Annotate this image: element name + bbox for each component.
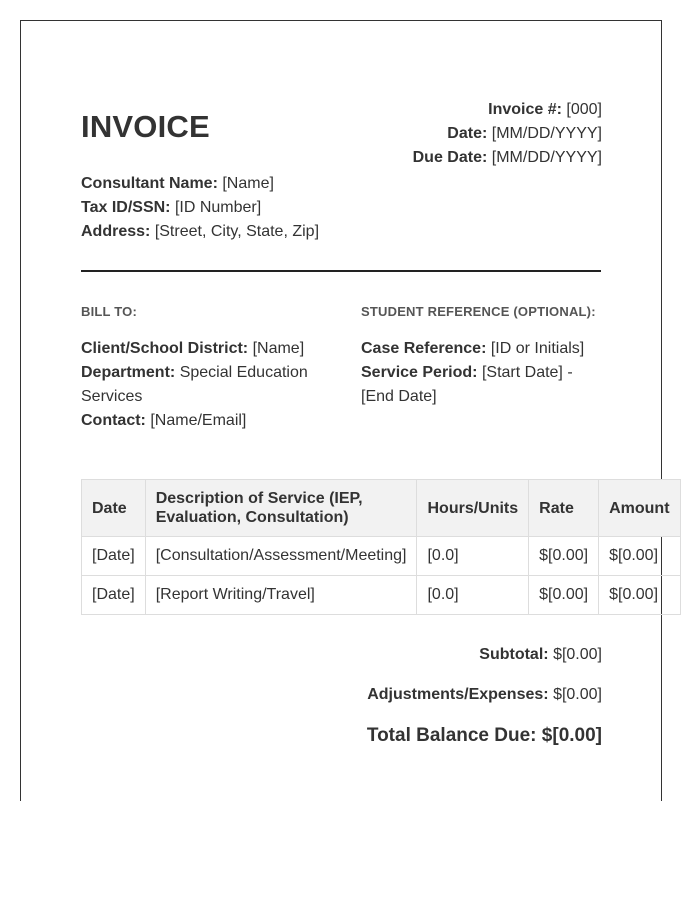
invoice-due-value: [MM/DD/YYYY] [491, 149, 602, 166]
address-line [81, 220, 319, 244]
cell-description: [Report Writing/Travel] [145, 576, 417, 615]
case-reference-label: Case Reference: [361, 340, 487, 357]
tax-id-value: [ID Number] [174, 199, 262, 216]
cell-amount: $[0.00] [599, 576, 680, 615]
consultant-name-line [81, 172, 319, 196]
invoice-due-line [413, 146, 602, 170]
invoice-meta [413, 98, 602, 170]
client-value: [Name] [252, 340, 305, 357]
balance-due-line [367, 725, 602, 747]
tax-id-label: Tax ID/SSN: [81, 199, 171, 216]
service-period-line [361, 361, 601, 409]
contact-line [81, 409, 331, 433]
invoice-number-label: Invoice #: [488, 101, 562, 118]
cell-date: [Date] [82, 537, 146, 576]
cell-rate: $[0.00] [529, 576, 599, 615]
header-date: Date [82, 480, 146, 537]
case-reference-line [361, 337, 601, 361]
invoice-number-value: [000] [566, 101, 602, 118]
services-table [81, 479, 681, 615]
subtotal-label: Subtotal: [479, 646, 549, 663]
invoice-date-line [413, 122, 602, 146]
tax-id-line [81, 196, 319, 220]
student-reference-block [361, 337, 601, 409]
consultant-name-value: [Name] [222, 175, 274, 192]
case-reference-value: [ID or Initials] [490, 340, 585, 357]
address-label: Address: [81, 223, 151, 240]
address-value: [Street, City, State, Zip] [154, 223, 320, 240]
bill-to-block [81, 337, 331, 433]
consultant-name-label: Consultant Name: [81, 175, 218, 192]
totals-block [367, 645, 602, 747]
invoice-date-label: Date: [447, 125, 488, 142]
header-hours: Hours/Units [417, 480, 529, 537]
table-row [82, 576, 681, 615]
consultant-info [81, 172, 319, 244]
subtotal-value: $[0.00] [553, 646, 602, 663]
header-amount: Amount [599, 480, 680, 537]
subtotal-line [367, 645, 602, 665]
contact-value: [Name/Email] [150, 412, 247, 429]
invoice-date-value: [MM/DD/YYYY] [491, 125, 602, 142]
balance-due-label: Total Balance Due: [366, 725, 537, 746]
student-reference-heading: STUDENT REFERENCE (OPTIONAL): [361, 304, 596, 319]
department-value: Special Education Services [81, 364, 308, 405]
cell-description: [Consultation/Assessment/Meeting] [145, 537, 417, 576]
department-label: Department: [81, 364, 176, 381]
cell-rate: $[0.00] [529, 537, 599, 576]
cell-hours: [0.0] [417, 576, 529, 615]
invoice-title: INVOICE [81, 109, 210, 144]
contact-label: Contact: [81, 412, 146, 429]
department-line [81, 361, 331, 409]
adjustments-label: Adjustments/Expenses: [367, 686, 549, 703]
bill-to-heading: BILL TO: [81, 304, 138, 319]
header-rate: Rate [529, 480, 599, 537]
header-divider [81, 270, 601, 272]
client-line [81, 337, 331, 361]
cell-amount: $[0.00] [599, 537, 680, 576]
client-label: Client/School District: [81, 340, 249, 357]
invoice-page [20, 20, 670, 801]
service-period-value: [Start Date] - [End Date] [361, 364, 573, 405]
table-header-row [82, 480, 681, 537]
adjustments-value: $[0.00] [553, 686, 602, 703]
cell-date: [Date] [82, 576, 146, 615]
cell-hours: [0.0] [417, 537, 529, 576]
invoice-due-label: Due Date: [412, 149, 488, 166]
invoice-number-line [413, 98, 602, 122]
header-description: Description of Service (IEP, Evaluation, Consultation) [145, 480, 417, 537]
balance-due-value: $[0.00] [541, 725, 602, 746]
table-row [82, 537, 681, 576]
service-period-label: Service Period: [361, 364, 478, 381]
adjustments-line [367, 685, 602, 705]
